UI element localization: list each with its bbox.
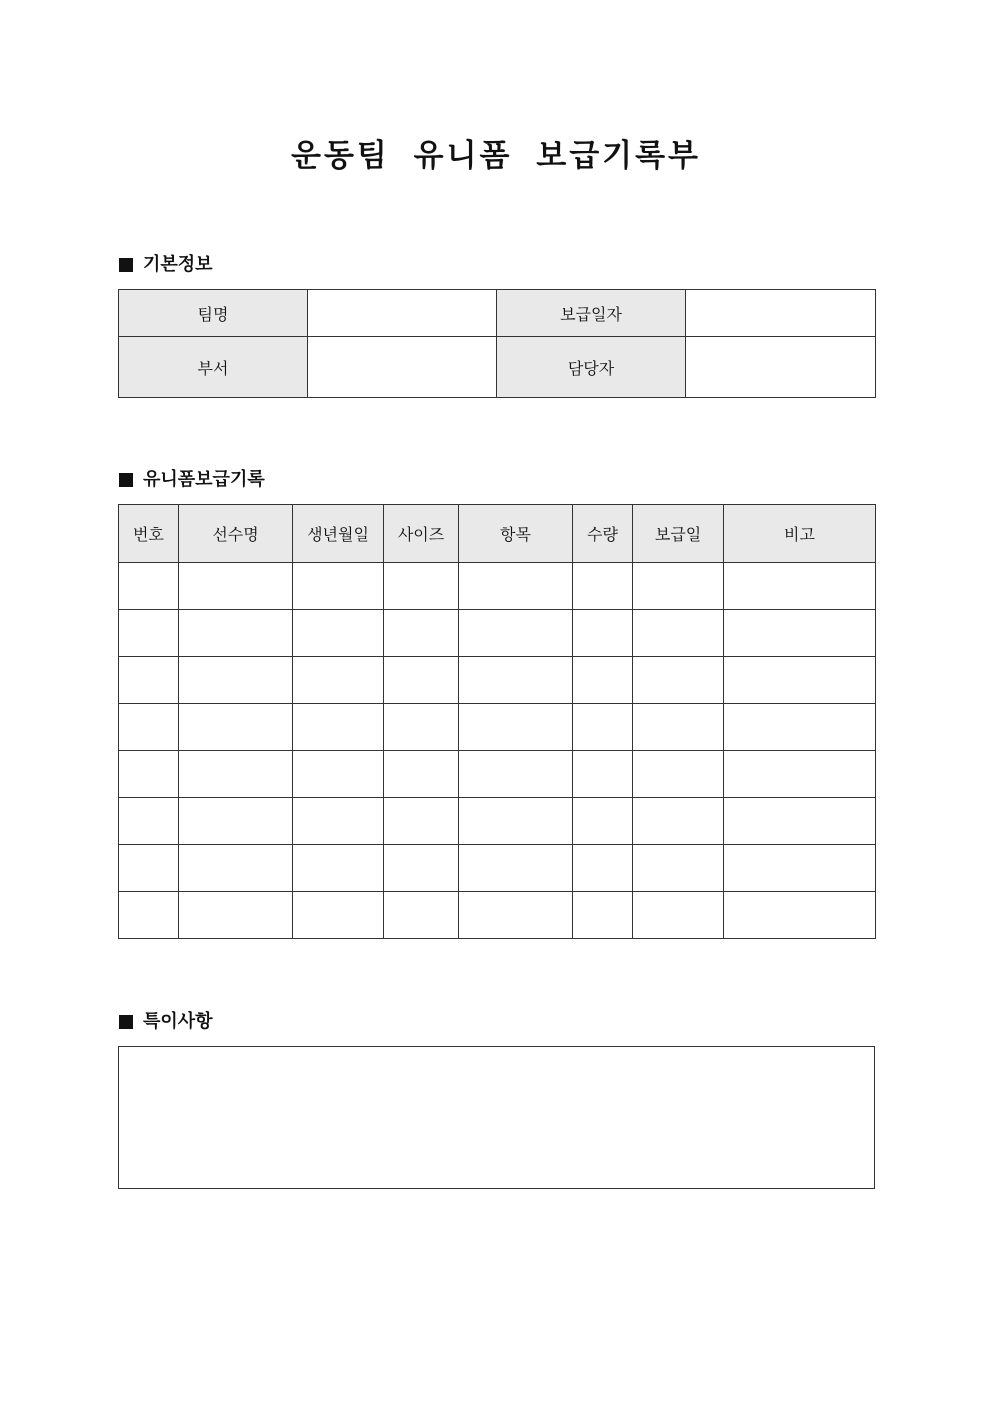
column-header-birthdate: 생년월일 <box>293 505 384 563</box>
table-cell[interactable] <box>573 845 633 892</box>
square-bullet-icon <box>119 1015 133 1029</box>
table-cell[interactable] <box>633 845 724 892</box>
manager-field[interactable] <box>686 337 876 398</box>
table-row <box>119 704 876 751</box>
table-cell[interactable] <box>459 610 573 657</box>
table-cell[interactable] <box>459 845 573 892</box>
column-header-item: 항목 <box>459 505 573 563</box>
table-cell[interactable] <box>724 610 876 657</box>
table-cell[interactable] <box>119 892 179 939</box>
table-cell[interactable] <box>293 657 384 704</box>
table-cell[interactable] <box>633 610 724 657</box>
table-cell[interactable] <box>384 798 459 845</box>
column-header-number: 번호 <box>119 505 179 563</box>
table-cell[interactable] <box>633 798 724 845</box>
basic-info-table <box>118 289 876 398</box>
column-header-quantity: 수량 <box>573 505 633 563</box>
table-cell[interactable] <box>179 610 293 657</box>
supply-records-heading <box>119 468 265 492</box>
table-cell[interactable] <box>179 798 293 845</box>
table-cell[interactable] <box>384 892 459 939</box>
notes-heading-text: 특이사항 <box>143 1011 213 1032</box>
basic-info-heading-text: 기본정보 <box>143 254 213 275</box>
table-cell[interactable] <box>459 798 573 845</box>
table-cell[interactable] <box>384 657 459 704</box>
table-cell[interactable] <box>724 892 876 939</box>
table-row <box>119 892 876 939</box>
table-cell[interactable] <box>459 892 573 939</box>
table-cell[interactable] <box>384 845 459 892</box>
table-cell[interactable] <box>633 657 724 704</box>
table-cell[interactable] <box>119 845 179 892</box>
table-cell[interactable] <box>384 563 459 610</box>
table-cell[interactable] <box>179 845 293 892</box>
table-cell[interactable] <box>293 563 384 610</box>
table-cell[interactable] <box>179 704 293 751</box>
table-cell[interactable] <box>293 892 384 939</box>
table-cell[interactable] <box>724 704 876 751</box>
table-cell[interactable] <box>573 704 633 751</box>
table-cell[interactable] <box>633 892 724 939</box>
department-field[interactable] <box>308 337 497 398</box>
table-cell[interactable] <box>633 704 724 751</box>
square-bullet-icon <box>119 258 133 272</box>
table-cell[interactable] <box>179 563 293 610</box>
supply-date-label: 보급일자 <box>497 290 686 337</box>
department-label: 부서 <box>119 337 308 398</box>
column-header-size: 사이즈 <box>384 505 459 563</box>
supply-date-field[interactable] <box>686 290 876 337</box>
table-cell[interactable] <box>384 751 459 798</box>
supply-records-table <box>118 504 876 939</box>
notes-field[interactable] <box>118 1046 875 1189</box>
table-cell[interactable] <box>459 563 573 610</box>
table-row <box>119 751 876 798</box>
table-cell[interactable] <box>573 563 633 610</box>
table-cell[interactable] <box>459 704 573 751</box>
table-cell[interactable] <box>179 751 293 798</box>
manager-label: 담당자 <box>497 337 686 398</box>
page-title: 운동팀 유니폼 보급기록부 <box>291 138 701 174</box>
table-cell[interactable] <box>293 845 384 892</box>
table-cell[interactable] <box>724 563 876 610</box>
notes-heading <box>119 1010 213 1034</box>
basic-info-row <box>119 290 876 337</box>
table-row <box>119 610 876 657</box>
table-cell[interactable] <box>633 751 724 798</box>
column-header-remarks: 비고 <box>724 505 876 563</box>
table-cell[interactable] <box>459 657 573 704</box>
table-cell[interactable] <box>119 657 179 704</box>
table-cell[interactable] <box>459 751 573 798</box>
table-cell[interactable] <box>573 657 633 704</box>
table-cell[interactable] <box>573 892 633 939</box>
supply-records-body <box>119 563 876 939</box>
table-cell[interactable] <box>724 798 876 845</box>
table-header-row <box>119 505 876 563</box>
table-cell[interactable] <box>384 704 459 751</box>
table-cell[interactable] <box>573 798 633 845</box>
basic-info-heading <box>119 253 213 277</box>
table-cell[interactable] <box>724 751 876 798</box>
table-cell[interactable] <box>633 563 724 610</box>
table-row <box>119 563 876 610</box>
table-cell[interactable] <box>179 892 293 939</box>
table-row <box>119 845 876 892</box>
table-cell[interactable] <box>119 798 179 845</box>
table-cell[interactable] <box>119 751 179 798</box>
column-header-supply-date: 보급일 <box>633 505 724 563</box>
table-cell[interactable] <box>119 610 179 657</box>
square-bullet-icon <box>119 473 133 487</box>
team-name-field[interactable] <box>308 290 497 337</box>
table-cell[interactable] <box>293 610 384 657</box>
table-cell[interactable] <box>573 751 633 798</box>
team-name-label: 팀명 <box>119 290 308 337</box>
supply-records-heading-text: 유니폼보급기록 <box>143 469 265 490</box>
table-cell[interactable] <box>384 610 459 657</box>
column-header-player-name: 선수명 <box>179 505 293 563</box>
table-cell[interactable] <box>573 610 633 657</box>
table-cell[interactable] <box>724 657 876 704</box>
table-row <box>119 657 876 704</box>
table-cell[interactable] <box>293 751 384 798</box>
table-cell[interactable] <box>179 657 293 704</box>
table-cell[interactable] <box>293 704 384 751</box>
basic-info-row <box>119 337 876 398</box>
table-row <box>119 798 876 845</box>
table-cell[interactable] <box>724 845 876 892</box>
table-cell[interactable] <box>119 704 179 751</box>
table-cell[interactable] <box>293 798 384 845</box>
table-cell[interactable] <box>119 563 179 610</box>
